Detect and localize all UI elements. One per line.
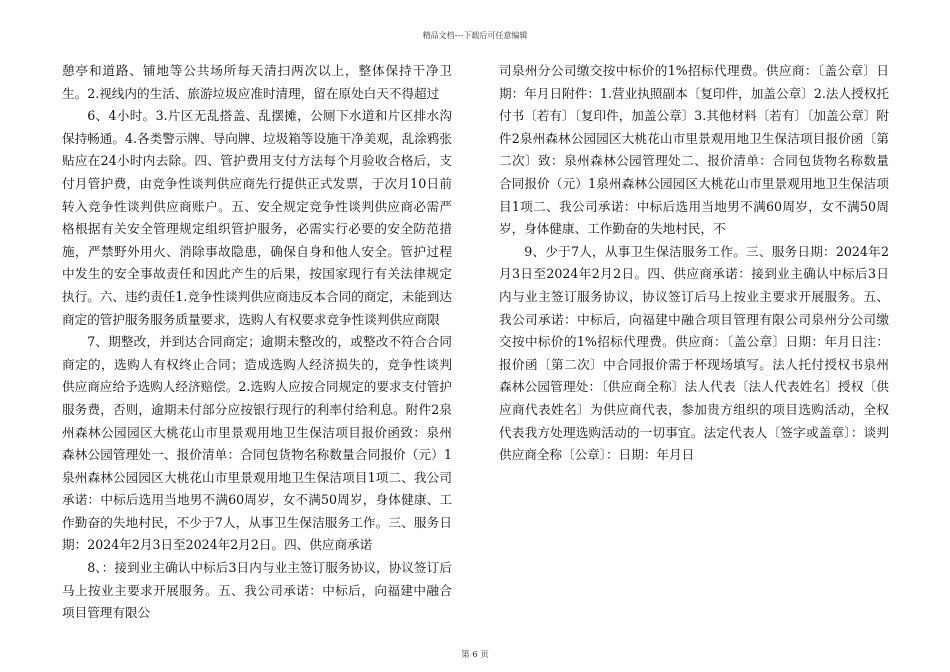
left-column bbox=[62, 60, 452, 625]
page-number: 第 6 页 bbox=[461, 650, 489, 660]
paragraph: 9、少于7人，从事卫生保洁服务工作。三、服务日期：2024年2月3日至2024年2月2日。四、供应商承诺：接到业主确认中标后3日内与业主签订服务协议，协议签订后马上按业主要求开展服务。五、我公司承诺：中标后，向福建中融合项目管理有限公司泉州分公司缴交按中标价的1%招标代理费。供应商：〔盖公章〕日期：年月日注：报价函〔第二次〕中合同报价需于杯现场填写。法人托付授权书泉州森林公园管理处：〔供应商全称〕法人代表〔法人代表姓名〕授权〔供应商代表姓名〕为供应商代表，参加贵方组织的项目选购活动，全权代表我方处理选购活动的一切事宜。法定代表人〔签字或盖章〕：谈判供应商全称〔公章〕：日期：年月日 bbox=[499, 243, 889, 463]
paragraph: 6、4小时。3.片区无乱搭盖、乱摆摊，公厕下水道和片区排水沟保持畅通。4.各类警示牌、导向牌、垃圾箱等设施干净美观，乱涂鸦张贴应在24小时内去除。四、管护费用支付方法每个月验收合格后，支付月管护费，由竞争性谈判供应商先行提供正式发票，于次月10日前转入竞争性谈判供应商账户。五、安全规定竞争性谈判供应商必需严格根据有关安全管理规定组织管护服务，必需实行必要的安全防范措施，严禁野外用火、消除事故隐患，确保自身和他人安全。管护过程中发生的安全事故责任和因此产生的后果，按国家现行有关法律规定执行。六、违约责任1.竞争性谈判供应商违反本合同的商定，未能到达商定的管护服务服务质量要求，选购人有权要求竞争性谈判供应商限 bbox=[62, 108, 452, 327]
paragraph: 8、：接到业主确认中标后3日内与业主签订服务协议，协议签订后马上按业主要求开展服务。五、我公司承诺：中标后，向福建中融合项目管理有限公 bbox=[62, 560, 452, 621]
paragraph: 7、期整改，并到达合同商定；逾期未整改的，或整改不符合合同商定的，选购人有权终止合同；造成选购人经济损失的，竞争性谈判供应商应给予选购人经济赔偿。2.选购人应按合同规定的要求支付管护服务费，否则，逾期未付部分应按银行现行的利率付给利息。附件2泉州森林公园园区大桃花山市里景观用地卫生保洁项目报价函致：泉州森林公园管理处一、报价清单：合同包货物名称数量合同报价（元）1泉州森林公园园区大桃花山市里景观用地卫生保洁项目1项二、我公司承诺：中标后选用当地男不满60周岁，女不满50周岁，身体健康、工作勤奋的失地村民，不少于7人，从事卫生保洁服务工作。三、服务日期：2024年2月3日至2024年2月2日。四、供应商承诺 bbox=[62, 334, 452, 553]
paragraph: 憩亭和道路、铺地等公共场所每天清扫两次以上，整体保持干净卫生。2.视线内的生活、旅游垃圾应准时清理，留在原处白天不得超过 bbox=[62, 63, 452, 101]
right-column bbox=[499, 60, 889, 467]
paragraph: 司泉州分公司缴交按中标价的1%招标代理费。供应商：〔盖公章〕日期：年月日附件：1.营业执照副本〔复印件，加盖公章〕2.法人授权托付书〔若有〕〔复印件，加盖公章〕3.其他材料〔若有〕〔加盖公章〕附件2泉州森林公园园区大桃花山市里景观用地卫生保洁项目报价函〔第二次〕致：泉州森林公园管理处二、报价清单：合同包货物名称数量合同报价（元）1泉州森林公园园区大桃花山市里景观用地卫生保洁项目1项二、我公司承诺：中标后选用当地男不满60周岁，女不满50周岁，身体健康、工作勤奋的失地村民，不 bbox=[499, 63, 889, 237]
page-header: 精品文档---下载后可任意编辑 bbox=[422, 31, 528, 40]
